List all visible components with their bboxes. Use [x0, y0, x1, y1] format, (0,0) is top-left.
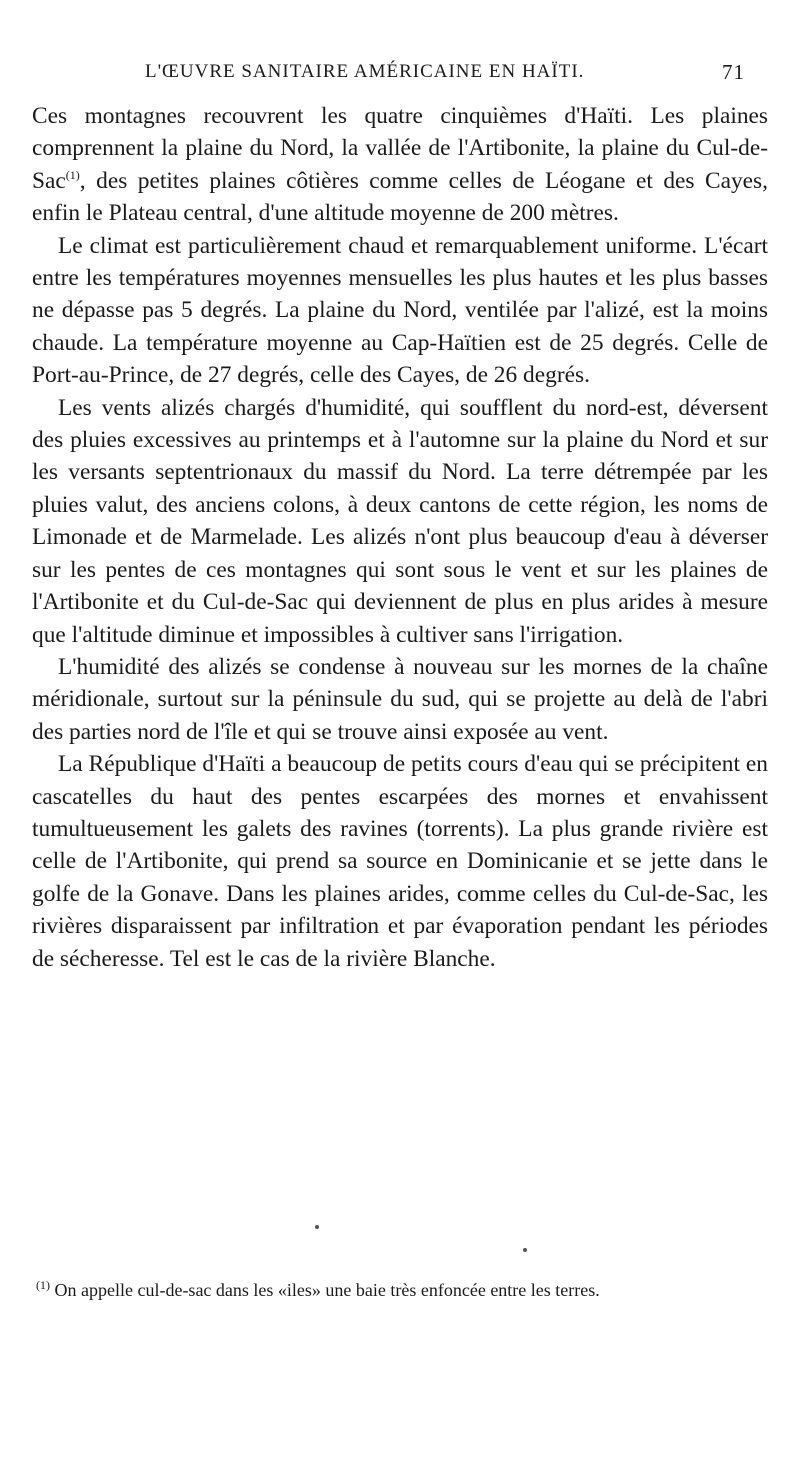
footnote-text: On appelle cul-de-sac dans les «iles» une baie très enfoncée entre les terres. [54, 1280, 600, 1300]
paragraph-text: , des petites plaines côtières comme celles de Léogane et des Cayes, enfin le Plateau central, d'une altitude moyenne de 200 mètres. [32, 167, 768, 227]
footnote-mark: (1) [36, 1278, 50, 1292]
paragraph-text: Ces montagnes recouvrent les quatre cinquièmes d'Haïti. Les plaines comprennent la plaine du Nord, la vallée de l'Artibonite, la plaine du Cul-de-Sac [32, 103, 768, 194]
paragraph-climate: Le climat est particulièrement chaud et remarquablement uniforme. L'écart entre les températures moyennes mensuelles les plus hautes et les plus basses ne dépasse pas 5 degrés. La plaine du Nord, ventilée par l'alizé, est la moins chaude. La température moyenne au Cap-Haïtien est de 25 degrés. Celle de Port-au-Prince, de 27 degrés, celle des Cayes, de 26 degrés. [32, 232, 768, 389]
page-number: 71 [722, 60, 745, 84]
paragraph-humidity: L'humidité des alizés se condense à nouveau sur les mornes de la chaîne méridionale, surtout sur la péninsule du sud, qui se projette au delà de l'abri des parties nord de l'île et qui se trouve ainsi exposée au vent. [32, 653, 768, 745]
footnote [36, 1278, 752, 1302]
ink-speck [315, 1225, 319, 1229]
footnote-reference: (1) [65, 168, 80, 183]
paragraph-rivers: La République d'Haïti a beaucoup de petits cours d'eau qui se précipitent en cascatelles du haut des pentes escarpées des mornes et envahissent tumultueusement les galets des ravines (torrents). La plus grande rivière est celle de l'Artibonite, qui prend sa source en Dominicanie et se jette dans le golfe de la Gonave. Dans les plaines arides, comme celles du Cul-de-Sac, les rivières disparaissent par infiltration et par évaporation pendant les périodes de sécheresse. Tel est le cas de la rivière Blanche. [32, 751, 768, 972]
main-text [32, 100, 768, 975]
ink-speck [523, 1248, 527, 1252]
paragraph-mountains [32, 100, 768, 230]
running-title: L'ŒUVRE SANITAIRE AMÉRICAINE EN HAÏTI. [145, 61, 585, 82]
paragraph-winds: Les vents alizés chargés d'humidité, qui soufflent du nord-est, déversent des pluies excessives au printemps et à l'automne sur la plaine du Nord et sur les versants septentrionaux du massif du Nord. La terre détrempée par les pluies valut, des anciens colons, à deux cantons de cette région, les noms de Limonade et de Marmelade. Les alizés n'ont plus beaucoup d'eau à déverser sur les pentes de ces montagnes qui sont sous le vent et sur les plaines de l'Artibonite et du Cul-de-Sac qui deviennent de plus en plus arides à mesure que l'altitude diminue et impossibles à cultiver sans l'irrigation. [32, 394, 768, 648]
